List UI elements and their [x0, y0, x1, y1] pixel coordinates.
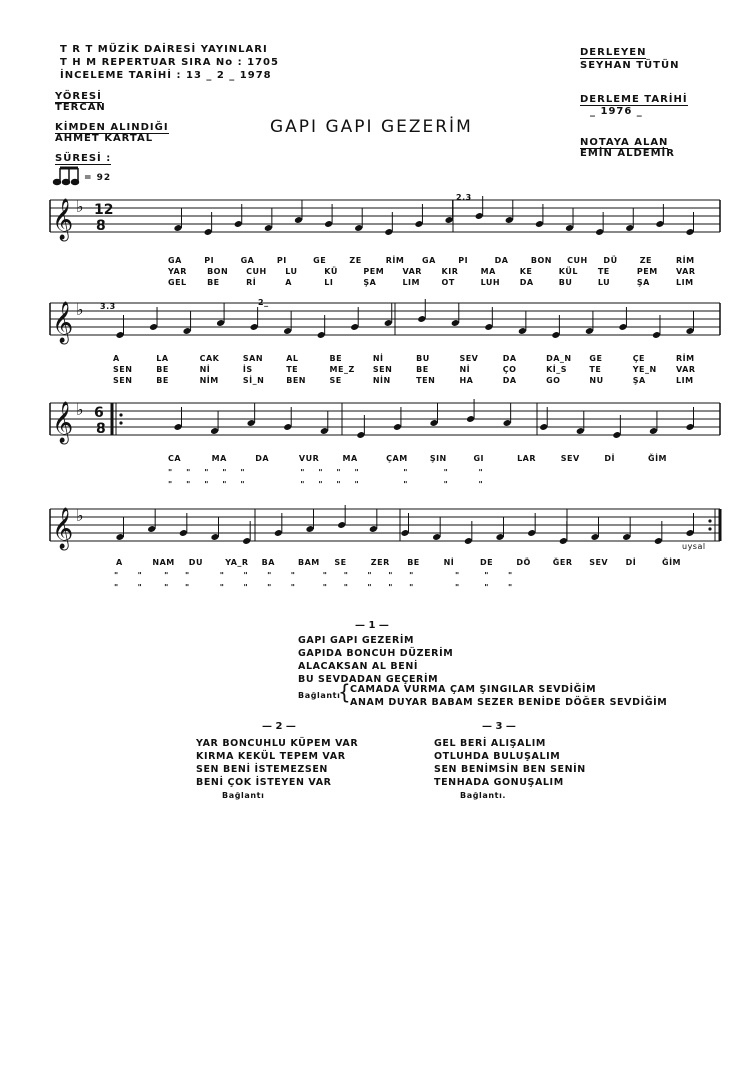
lyric-syllable: Sİ_N [242, 376, 265, 385]
time-signature-top: 12 [94, 202, 114, 218]
header-line-2: T H M REPERTUAR SIRA No : 1705 [60, 57, 279, 68]
baglanti-label: Bağlantı [298, 691, 341, 700]
lyric-syllable: BE [156, 365, 169, 374]
lyric-syllable: YAR [168, 267, 187, 276]
lyric-syllable: PEM [363, 267, 385, 276]
lyric-syllable: BAM [298, 558, 320, 567]
song-title: GAPI GAPI GEZERİM [270, 117, 473, 137]
lyric-syllable: NİM [199, 376, 219, 385]
lyric-syllable: DA [502, 376, 517, 385]
lyric-syllable: BE [156, 376, 169, 385]
lyric-syllable: DA_N [546, 354, 572, 363]
lyric-syllable: GE [313, 256, 327, 265]
verse-1 [298, 634, 453, 686]
verse-3-number: — 3 — [482, 721, 516, 732]
lyric-syllable: Nİ [443, 558, 455, 567]
lyric-syllable: A [285, 278, 292, 287]
lyric-syllable: GA [422, 256, 436, 265]
lyric-syllable: GEL [168, 278, 187, 287]
lyric-syllable: BU [416, 354, 430, 363]
lyric-syllable: HA [459, 376, 474, 385]
lyric-syllable: DU [188, 558, 203, 567]
lyric-syllable: LA [156, 354, 169, 363]
lyric-syllable: VUR [298, 454, 320, 463]
lyric-syllable: ŞA [632, 376, 646, 385]
lyric-syllable: Dİ [625, 558, 637, 567]
ditto-marks: " " " " " " " " " " " " [168, 480, 483, 489]
lyric-syllable: PI [458, 256, 469, 265]
verse-line: TENHADA GONUŞALIM [434, 777, 564, 788]
lyric-syllable: Nİ [459, 365, 471, 374]
staff-system [50, 299, 720, 344]
lyric-syllable: TEN [416, 376, 436, 385]
lyric-syllable: PI [276, 256, 287, 265]
lyric-syllable: DA [502, 354, 517, 363]
lyric-syllable: LIM [676, 376, 694, 385]
verse-2-number: — 2 — [262, 721, 296, 732]
verse-line: GAPIDA BONCUH DÜZERİM [298, 648, 454, 659]
lyric-syllable: MA [342, 454, 358, 463]
lyric-syllable: BE [329, 354, 343, 363]
lyric-syllable: RİM [676, 354, 695, 363]
lyric-syllable: GI [473, 454, 484, 463]
lyric-syllable: PI [204, 256, 215, 265]
verse-line: CAMADA VURMA ÇAM ŞINGILAR SEVDİĞİM [350, 684, 597, 695]
lyric-syllable: MA [211, 454, 227, 463]
lyric-syllable: SE [329, 376, 342, 385]
yoresi-value: TERCAN [55, 102, 106, 113]
lyric-syllable: ÇAM [386, 454, 408, 463]
lyric-syllable: ĞİM [648, 454, 668, 463]
lyric-syllable: NAM [152, 558, 175, 567]
lyric-syllable: CAK [199, 354, 220, 363]
lyric-syllable: SEV [459, 354, 479, 363]
lyric-syllable: BON [530, 256, 552, 265]
lyric-syllable: GE [589, 354, 603, 363]
header-line-1: T R T MÜZİK DAİRESİ YAYINLARI [60, 44, 268, 55]
notaya-label: NOTAYA ALAN [580, 137, 669, 148]
yoresi-label: YÖRESİ [55, 91, 102, 102]
flat-icon: ♭ [76, 400, 84, 419]
lyric-syllable: SAN [242, 354, 264, 363]
lyric-syllable: Nİ [199, 365, 211, 374]
lyric-syllable: SEV [589, 558, 609, 567]
ditto-marks: " " " " " " " " " " " " " " " " [114, 583, 513, 592]
lyric-syllable: PEM [636, 267, 658, 276]
kimden-value: AHMET KARTAL [55, 133, 154, 144]
treble-clef-icon: 𝄞 [52, 402, 74, 443]
lyric-syllable: SE [334, 558, 347, 567]
lyric-syllable: YA_R [225, 558, 249, 567]
treble-clef-icon: 𝄞 [52, 508, 74, 549]
lyric-syllable: BE [416, 365, 429, 374]
flat-icon: ♭ [76, 197, 84, 216]
lyric-syllable: ĞER [552, 558, 573, 567]
lyric-syllable: ZE [349, 256, 362, 265]
lyric-syllable: VAR [676, 267, 696, 276]
verse-line: ALACAKSAN AL BENİ [298, 661, 419, 672]
brace: { [338, 680, 352, 704]
lyric-syllable: ĞİM [662, 558, 682, 567]
lyric-syllable: RİM [385, 256, 405, 265]
lyric-syllable: ŞIN [429, 454, 447, 463]
uysal-mark: uysal [682, 542, 706, 551]
lyric-syllable: VAR [676, 365, 696, 374]
lyric-syllable: YE_N [632, 365, 657, 374]
lyric-syllable: SEV [560, 454, 580, 463]
lyric-syllable: ÇO [502, 365, 517, 374]
lyric-syllable: ZER [370, 558, 390, 567]
lyric-syllable: LAR [517, 454, 537, 463]
verse-line: GAPI GAPI GEZERİM [298, 635, 415, 646]
derleme-label: DERLEME TARİHİ [580, 94, 688, 105]
kimden-label: KİMDEN ALINDIĞI [55, 122, 169, 133]
lyric-syllable: A [113, 354, 120, 363]
verse-line: KIRMA KEKÜL TEPEM VAR [196, 751, 346, 762]
lyric-syllable: CUH [567, 256, 588, 265]
ditto-marks: " " " " " " " " " " " " [168, 468, 483, 477]
tempo-value: = 92 [84, 173, 112, 183]
lyric-syllable: AL [286, 354, 299, 363]
staff-system [50, 505, 720, 550]
lyric-syllable: GO [546, 376, 561, 385]
verse-3-baglanti: Bağlantı. [460, 791, 507, 800]
lyric-syllable: GA [240, 256, 255, 265]
lyric-syllable: OT [441, 278, 455, 287]
lyric-syllable: CA [168, 454, 182, 463]
lyric-syllable: DA [255, 454, 270, 463]
lyric-syllable: TE [597, 267, 610, 276]
lyric-syllable: KIR [441, 267, 459, 276]
verse-line: OTLUHDA BULUŞALIM [434, 751, 561, 762]
lyric-syllable: ŞA [363, 278, 377, 287]
suresi-label: SÜRESİ : [55, 153, 112, 164]
lyric-syllable: KÜ [324, 267, 338, 276]
lyric-syllable: CUH [246, 267, 267, 276]
ending-mark-2: 3.3 [100, 302, 116, 311]
lyric-syllable: KÜL [558, 267, 578, 276]
staff-system [50, 196, 720, 241]
ending-mark-3: 2_ [258, 298, 269, 307]
lyric-syllable: MA [480, 267, 496, 276]
lyric-syllable: RİM [676, 256, 695, 265]
lyric-syllable: LIM [676, 278, 694, 287]
lyric-syllable: A [116, 558, 123, 567]
treble-clef-icon: 𝄞 [52, 199, 74, 240]
header-line-3: İNCELEME TARİHİ : 13 _ 2 _ 1978 [60, 70, 272, 81]
staff-system [50, 399, 720, 444]
derleyen-label: DERLEYEN [580, 47, 647, 58]
lyric-syllable: SEN [113, 365, 133, 374]
lyric-syllable: VAR [402, 267, 422, 276]
lyric-syllable: DA [519, 278, 534, 287]
lyric-syllable: Rİ [246, 278, 257, 287]
lyric-syllable: Nİ [372, 354, 384, 363]
verse-line: BENİ ÇOK İSTEYEN VAR [196, 777, 332, 788]
lyric-syllable: BEN [286, 376, 306, 385]
derleyen-value: SEYHAN TÜTÜN [580, 60, 680, 71]
lyric-syllable: Dİ [604, 454, 615, 463]
verse-line: YAR BONCUHLU KÜPEM VAR [196, 738, 359, 749]
verse-line: BU SEVDADAN GEÇERİM [298, 674, 439, 685]
lyric-syllable: İS [242, 365, 253, 374]
verse-1-number: — 1 — [355, 620, 389, 631]
lyric-syllable: ZE [639, 256, 652, 265]
lyric-syllable: DE [480, 558, 494, 567]
lyric-syllable: DÜ [603, 256, 618, 265]
verse-2 [196, 737, 358, 802]
lyric-syllable: ÇE [632, 354, 646, 363]
lyric-syllable: BON [207, 267, 229, 276]
verse-line: GEL BERİ ALIŞALIM [434, 738, 546, 749]
ditto-marks: " " " " " " " " " " " " " " " " [114, 571, 513, 580]
flat-icon: ♭ [76, 506, 84, 525]
lyric-syllable: LIM [402, 278, 420, 287]
ending-mark-1: 2.3 [456, 193, 472, 202]
lyric-syllable: DA [494, 256, 509, 265]
time-signature-top: 6 [94, 405, 104, 421]
lyric-syllable: KE [519, 267, 533, 276]
lyric-syllable: TE [286, 365, 299, 374]
lyric-syllable: ŞA [636, 278, 650, 287]
lyric-syllable: DÖ [516, 558, 531, 567]
lyric-syllable: Kİ_S [546, 365, 567, 374]
flat-icon: ♭ [76, 300, 84, 319]
lyric-syllable: BE [407, 558, 420, 567]
lyric-syllable: NU [589, 376, 604, 385]
treble-clef-icon: 𝄞 [52, 302, 74, 343]
verse-3 [434, 737, 586, 802]
lyric-syllable: SEN [113, 376, 133, 385]
verse-line: SEN BENİMSİN BEN SENİN [434, 764, 586, 775]
lyric-syllable: ME_Z [329, 365, 355, 374]
verse-line: SEN BENİ İSTEMEZSEN [196, 764, 328, 775]
time-signature-bottom: 8 [96, 218, 106, 234]
verse-2-baglanti: Bağlantı [222, 791, 265, 800]
verse-line: ANAM DUYAR BABAM SEZER BENİDE DÖĞER SEVDİĞİM [350, 697, 668, 708]
lyric-syllable: NİN [372, 376, 391, 385]
lyric-syllable: BE [207, 278, 220, 287]
lyric-syllable: LU [285, 267, 298, 276]
lyric-syllable: LI [324, 278, 334, 287]
lyric-syllable: LUH [480, 278, 501, 287]
baglanti-lines [350, 683, 667, 709]
derleme-value: _ 1976 _ [590, 106, 643, 117]
notaya-value: EMİN ALDEMİR [580, 148, 675, 159]
lyric-syllable: LU [597, 278, 611, 287]
lyric-syllable: BU [558, 278, 573, 287]
lyric-syllable: SEN [372, 365, 393, 374]
lyric-syllable: GA [168, 256, 182, 265]
lyric-syllable: BA [261, 558, 275, 567]
time-signature-bottom: 8 [96, 421, 106, 437]
lyric-syllable: TE [589, 365, 602, 374]
